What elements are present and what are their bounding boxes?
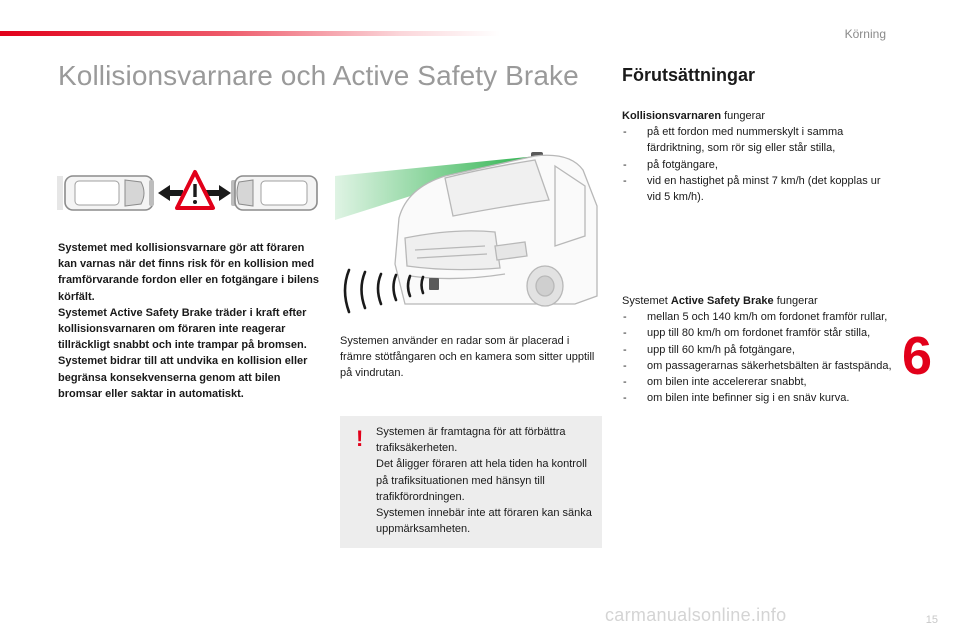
header-accent-bar — [0, 31, 500, 36]
list-dash: - — [623, 343, 627, 356]
warning-exclamation-icon: ! — [356, 426, 364, 451]
asb-heading-pre: Systemet — [622, 295, 671, 307]
warning-text — [376, 424, 598, 537]
list-item-text: på ett fordon med nummerskylt i samma färdriktning, som rör sig eller står stilla, — [647, 126, 844, 155]
collision-warning-illustration — [55, 168, 320, 218]
radar-sensor-icon — [429, 278, 439, 290]
van-right-icon — [231, 176, 317, 210]
conditions-title: Förutsättningar — [622, 65, 755, 85]
warning-box — [340, 416, 602, 548]
list-item-text: om bilen inte accelererar snabbt, — [647, 376, 807, 389]
warning-line: Det åligger föraren att hela tiden ha kontroll på trafiksituationen med hänsyn till trafikförordningen. — [376, 458, 587, 503]
list-item-text: på fotgängare, — [647, 158, 718, 171]
section-label: Körning — [844, 27, 886, 41]
intro-paragraph-2: Systemet Active Safety Brake träder i kraft efter kollisionsvarnaren om föraren inte reagerar tillräckligt snabbt och inte trampar på bromsen. — [58, 306, 307, 352]
radar-description — [340, 333, 602, 382]
list-item-text: mellan 5 och 140 km/h om fordonet framför rullar, — [647, 311, 888, 324]
intro-paragraph-1: Systemet med kollisionsvarnare gör att föraren kan varnas när det finns risk för en kollision med framförvarande fordon eller en fotgängare i bilens körfält. — [58, 242, 319, 303]
page-number: 15 — [925, 614, 938, 626]
list-dash: - — [623, 376, 627, 389]
radar-paragraph: Systemen använder en radar som är placerad i främre stötfångaren och en kamera som sitter upptill på vindrutan. — [340, 335, 595, 380]
list-item — [622, 390, 892, 406]
collision-warning-heading-bold: Kollisionsvarnaren — [622, 110, 722, 122]
intro-paragraph-3: Systemet bidrar till att undvika en kollision eller begränsa konsekvenserna genom att bilen bromsar eller saktar in automatiskt. — [58, 355, 308, 400]
list-item-text: vid en hastighet på minst 7 km/h (det kopplas ur vid 5 km/h). — [647, 174, 881, 204]
list-dash: - — [623, 359, 627, 372]
chapter-number: 6 — [902, 326, 933, 386]
list-item — [622, 358, 892, 374]
asb-heading-bold: Active Safety Brake — [670, 295, 774, 307]
list-item-text: om bilen inte befinner sig i en snäv kurva. — [647, 392, 850, 405]
warning-line: Systemen är framtagna för att förbättra trafiksäkerheten. — [376, 426, 566, 455]
watermark: carmanualsonline.info — [605, 605, 787, 625]
list-item — [622, 157, 892, 173]
list-dash: - — [623, 158, 627, 171]
list-item — [622, 325, 892, 341]
list-dash: - — [623, 392, 627, 405]
asb-heading-rest: fungerar — [773, 295, 818, 307]
list-item — [622, 374, 892, 390]
list-item-text: upp till 60 km/h på fotgängare, — [647, 343, 795, 356]
list-item — [622, 173, 892, 205]
list-item — [622, 124, 892, 156]
list-item — [622, 342, 892, 358]
asb-conditions — [622, 293, 892, 406]
radar-camera-illustration — [335, 146, 600, 316]
page-title: Kollisionsvarnare och Active Safety Brake — [58, 60, 579, 91]
collision-warning-heading-rest: fungerar — [721, 110, 766, 122]
collision-warning-conditions — [622, 108, 892, 205]
asb-heading — [622, 293, 892, 309]
list-dash: - — [623, 311, 627, 324]
list-dash: - — [623, 174, 627, 187]
warning-line: Systemen innebär inte att föraren kan sänka uppmärksamheten. — [376, 507, 592, 536]
list-item-text: om passagerarnas säkerhetsbälten är fastspända, — [647, 359, 892, 372]
list-item — [622, 309, 892, 325]
van-left-icon — [57, 176, 154, 210]
list-item-text: upp till 80 km/h om fordonet framför står stilla, — [647, 327, 871, 340]
list-dash: - — [623, 126, 627, 139]
intro-text — [58, 240, 320, 402]
list-dash: - — [623, 327, 627, 340]
collision-warning-heading — [622, 108, 892, 124]
